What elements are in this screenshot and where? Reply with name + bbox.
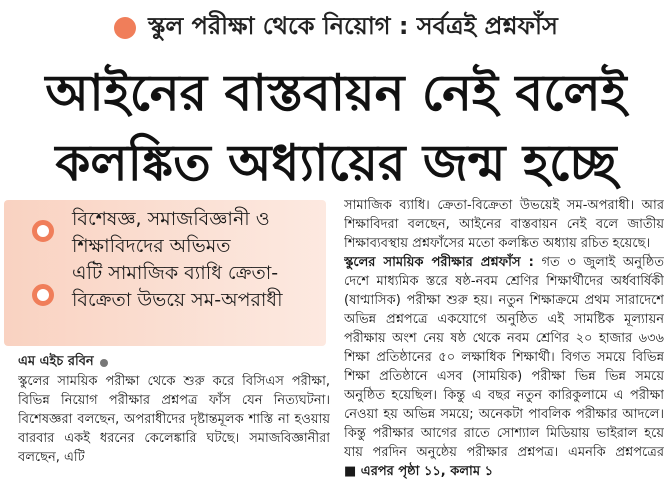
callout-text: বিশেষজ্ঞ, সমাজবিজ্ঞানী ও শিক্ষাবিদদের অভিমত	[72, 208, 270, 257]
article-column-right	[344, 196, 664, 502]
callout-bullet-icon	[32, 284, 54, 306]
byline	[18, 352, 108, 373]
callout-text: এটি সামাজিক ব্যাধি ক্রেতা-বিক্রেতা উভয়ে সম-অপরাধী	[72, 262, 283, 311]
article-paragraph	[344, 253, 664, 481]
article-paragraph: সামাজিক ব্যাধি। ক্রেতা-বিক্রেতা উভয়েই সম-অপরাধী। আর শিক্ষাবিদরা বলছেন, আইনের বাস্তবায়ন নেই বলে জাতীয় শিক্ষাব্যবস্থায় প্রশ্নফাঁসের মতো কলঙ্কিত অধ্যায় রচিত হয়েছে।	[344, 198, 664, 251]
byline-dot-icon	[100, 359, 108, 367]
callout-box	[4, 200, 326, 346]
paragraph-body: গত ৩ জুলাই অনুষ্ঠিত দেশে মাধ্যমিক স্তরে ষষ্ঠ-নবম শ্রেণির শিক্ষার্থীদের অর্ধবার্ষিকী (ষাণ্মাসিক) পরীক্ষা শুরু হয়। নতুন শিক্ষাক্রমে প্রথম সারাদেশে অভিন্ন প্রশ্নপত্রে একযোগে অনুষ্ঠিত এই সামষ্টিক মূল্যায়ন পরীক্ষায় অংশ নেয় ষষ্ঠ থেকে নবম শ্রেণির ২০ হাজার ৬৩৬ শিক্ষা প্রতিষ্ঠানের ৫০ লক্ষাধিক শিক্ষার্থী। বিগত সময়ে বিভিন্ন শিক্ষা প্রতিষ্ঠানে এসব (সাময়িক) পরীক্ষা ভিন্ন ভিন্ন সময়ে অনুষ্ঠিত হয়েছিল। কিন্তু এ বছর নতুন কারিকুলামে এ পরীক্ষা নেওয়া হয় অভিন্ন সময়ে; অনেকটা পাবলিক পরীক্ষার আদলে। কিন্তু পরীক্ষার আগের রাতে সোশ্যাল মিডিয়ায় ভাইরাল হয়ে যায় পরদিন অনুষ্ঠেয় পরীক্ষার প্রশ্নপত্র। এমনকি প্রশ্নপত্রের	[344, 255, 664, 460]
kicker-bullet	[114, 17, 136, 39]
kicker	[0, 8, 672, 48]
kicker-text: স্কুল পরীক্ষা থেকে নিয়োগ : সর্বত্রই প্রশ্নফাঁস	[148, 12, 558, 40]
byline-author: এম এইচ রবিন	[18, 354, 94, 369]
continued-on-label: ■ এরপর পৃষ্ঠা ১১, কলাম ১	[344, 464, 494, 479]
headline-line-1: আইনের বাস্তবায়ন নেই বলেই	[45, 63, 627, 122]
callout-bullet-icon	[32, 220, 54, 242]
subheading: স্কুলের সাময়িক পরীক্ষার প্রশ্নফাঁস :	[344, 255, 534, 270]
article-column-left	[18, 372, 330, 500]
headline-line-2: কলঙ্কিত অধ্যায়ের জন্ম হচ্ছে	[55, 133, 617, 192]
article-paragraph: স্কুলের সাময়িক পরীক্ষা থেকে শুরু করে বিসিএস পরীক্ষা, বিভিন্ন নিয়োগ পরীক্ষার প্রশ্নপত্র ফাঁস যেন নিত্যঘটনা। বিশেষজ্ঞরা বলছেন, অপরাধীদের দৃষ্টান্তমূলক শাস্তি না হওয়ায় বারবার একই ধরনের কেলেঙ্কারি ঘটছে। সমাজবিজ্ঞানীরা বলছেন, এটি	[18, 374, 330, 465]
